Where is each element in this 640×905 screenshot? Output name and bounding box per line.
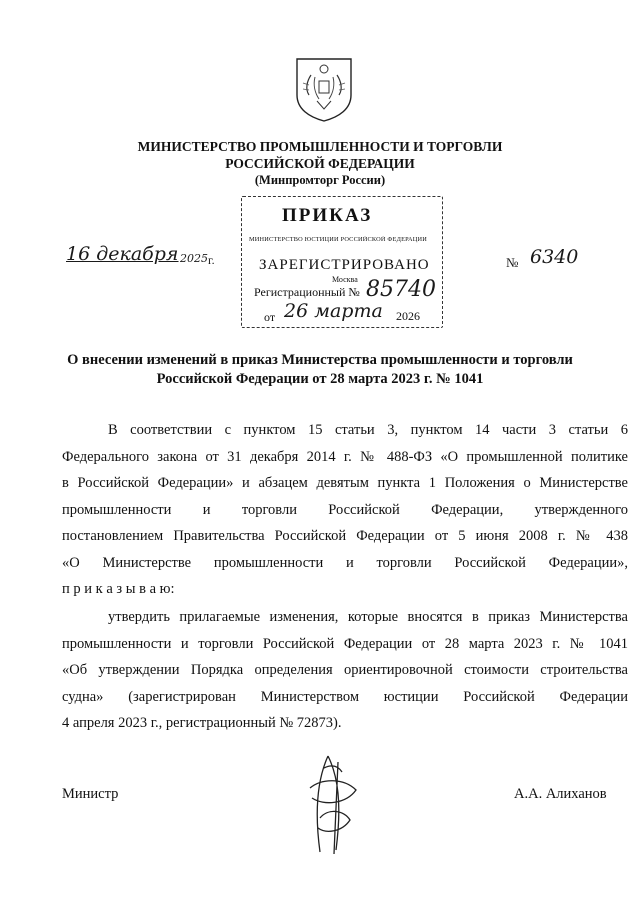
- stamp-year: 2026: [396, 309, 420, 323]
- coat-of-arms-icon: [293, 55, 355, 123]
- stamp-ministry: МИНИСТЕРСТВО ЮСТИЦИИ РОССИЙСКОЙ ФЕДЕРАЦИИ: [249, 236, 428, 243]
- body-line: промышленности и торговли Российской Федерации, утвержденного: [62, 502, 628, 518]
- body-line: промышленности и торговли Российской Федерации от 28 марта 2023 г. № 1041: [62, 636, 628, 652]
- stamp-date-prefix: от: [264, 310, 276, 324]
- body-line: В соответствии с пунктом 15 статьи 3, пунктом 14 части 3 статьи 6: [108, 422, 628, 438]
- ministry-name-line2: РОССИЙСКОЙ ФЕДЕРАЦИИ: [225, 156, 415, 171]
- order-number-value: 6340: [530, 246, 579, 268]
- ministry-short-name: (Минпромторг России): [254, 173, 386, 187]
- body-line: «Об утверждении Порядка определения ориентировочной стоимости строительства: [62, 662, 628, 678]
- body-line: в Российской Федерации» и абзацем девятым пункта 1 Положения о Министерстве: [62, 475, 628, 491]
- order-date-suffix: г.: [208, 253, 215, 267]
- stamp-date-handwritten: 26 марта: [284, 300, 383, 322]
- body-line: судна» (зарегистрирован Министерством юстиции Российской Федерации: [62, 689, 628, 705]
- stamp-registered: ЗАРЕГИСТРИРОВАНО: [259, 257, 430, 273]
- order-title-line2: Российской Федерации от 28 марта 2023 г. № 1041: [156, 371, 484, 387]
- ministry-name-line1: МИНИСТЕРСТВО ПРОМЫШЛЕННОСТИ И ТОРГОВЛИ: [137, 139, 503, 154]
- body-line: постановлением Правительства Российской Федерации от 5 июня 2008 г. № 438: [62, 528, 628, 544]
- order-title-line1: О внесении изменений в приказ Министерства промышленности и торговли: [67, 352, 573, 368]
- signatory-name: А.А. Алиханов: [514, 786, 607, 802]
- body-line: утвердить прилагаемые изменения, которые вносятся в приказ Министерства: [108, 609, 628, 625]
- body-line: «О Министерстве промышленности и торговли Российской Федерации»,: [62, 555, 628, 571]
- order-date-handwritten: 16 декабря: [66, 243, 179, 265]
- order-number-prefix: №: [506, 255, 519, 270]
- signatory-position: Министр: [62, 786, 119, 802]
- body-line: 4 апреля 2023 г., регистрационный № 72873).: [62, 715, 342, 731]
- order-date-year: 2025: [180, 252, 208, 265]
- stamp-reg-label: Регистрационный №: [254, 285, 360, 299]
- order-word: п р и к а з ы в а ю:: [62, 581, 175, 597]
- stamp-city: Москва: [332, 275, 358, 284]
- signature-image: [298, 748, 368, 860]
- doc-type-heading: ПРИКАЗ: [282, 205, 373, 226]
- body-line: Федерального закона от 31 декабря 2014 г. № 488-ФЗ «О промышленной политике: [62, 449, 628, 465]
- stamp-reg-number: 85740: [366, 277, 436, 302]
